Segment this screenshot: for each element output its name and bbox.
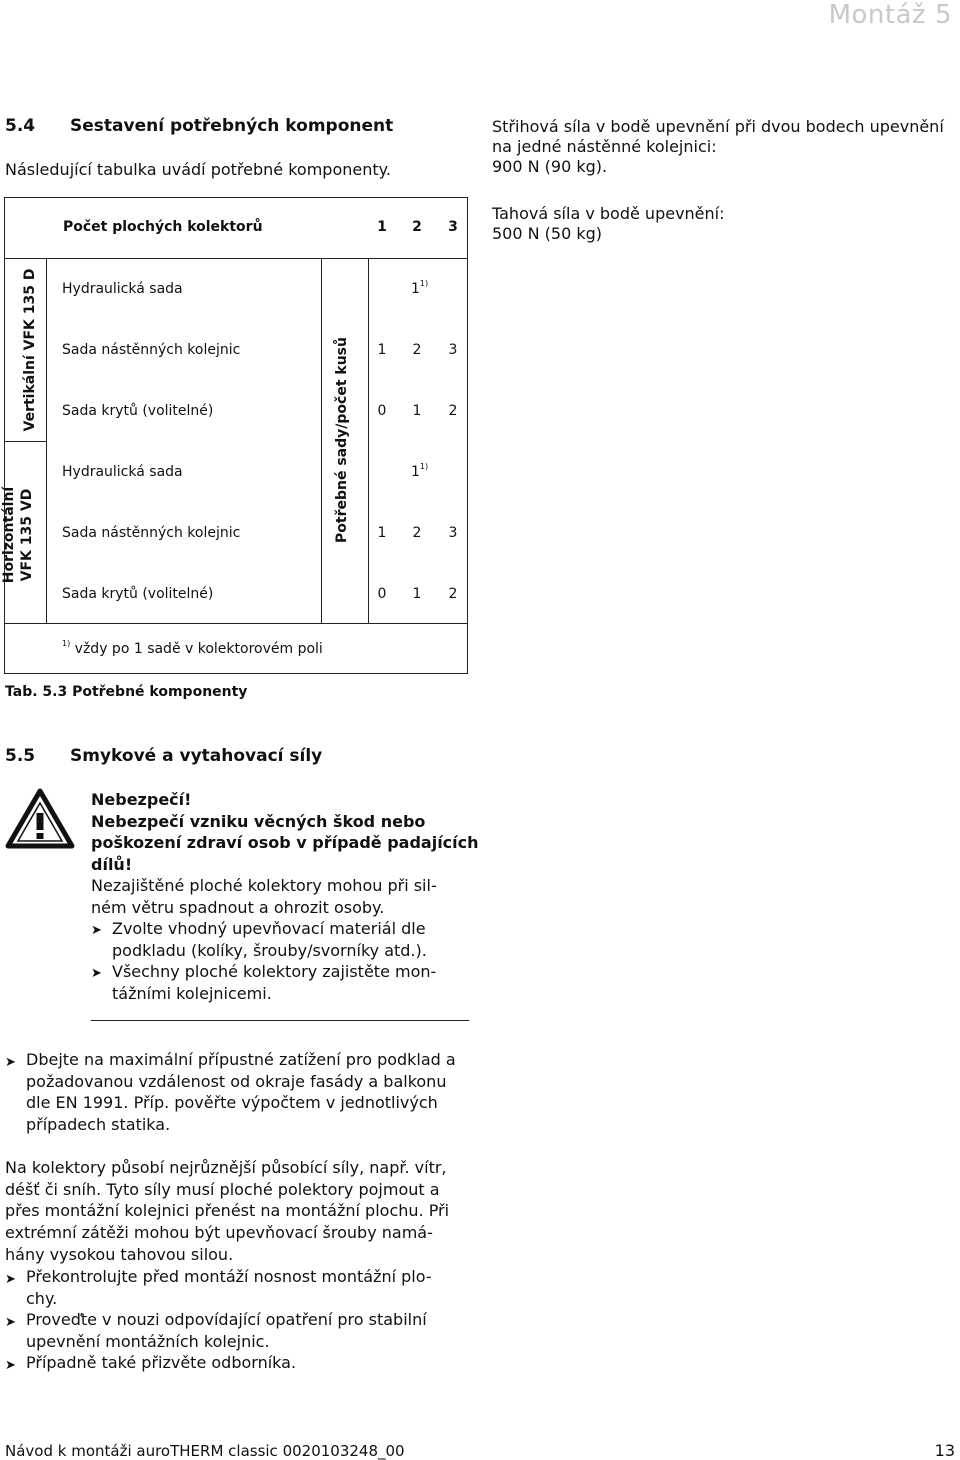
footer-text: Návod k montáži auroTHERM classic 0020103248_00	[5, 1442, 405, 1460]
table-row-name: Sada krytů (volitelné)	[62, 586, 214, 602]
bullet-line: Dbejte na maximální přípustné zatížení pro podklad a	[26, 1050, 456, 1069]
page-number: 13	[934, 1441, 955, 1460]
footnote-mark: 1)	[62, 639, 71, 648]
section-number: 5.4	[5, 116, 36, 136]
section-title: Smykové a vytahovací síly	[70, 746, 323, 766]
tension-line: Tahová síla v bodě upevnění:	[492, 204, 725, 223]
section-title: Sestavení potřebných komponent	[70, 116, 394, 136]
warning-divider	[91, 1020, 469, 1021]
header-count: 1	[377, 219, 387, 235]
bullet-check-capacity	[5, 1266, 475, 1309]
table-header-divider	[4, 258, 468, 259]
required-sets-label: Potřebné sady/počet kusů	[334, 337, 350, 543]
bullet-line: Zvolte vhodný upevňovací materiál dle	[112, 919, 426, 938]
warning-headline: poškození zdraví osob v případě padajících	[91, 833, 479, 852]
header-count: 2	[412, 219, 422, 235]
footnote-text: vždy po 1 sadě v kolektorovém poli	[74, 641, 323, 657]
table-cell: 3	[448, 342, 458, 358]
table-cell: 1	[377, 342, 387, 358]
warning-triangle-icon	[5, 788, 75, 850]
chapter-header: Montáž 5	[828, 0, 952, 30]
footnote-mark: 1)	[419, 462, 429, 471]
bullet-expert	[5, 1352, 475, 1374]
warning-bullet	[91, 961, 479, 1004]
table-cell: 0	[377, 586, 387, 602]
table-cell: 1	[412, 403, 422, 419]
group-label-horizontal-line: VFK 135 VD	[19, 488, 35, 582]
table-row-name: Sada krytů (volitelné)	[62, 403, 214, 419]
table-row-name: Hydraulická sada	[62, 281, 183, 297]
warning-block	[91, 789, 479, 1004]
forces-paragraph	[5, 1157, 475, 1266]
group-label-vertical: Vertikální VFK 135 D	[22, 268, 38, 432]
footnote-mark: 1)	[419, 279, 429, 288]
table-group-column-line	[46, 258, 47, 623]
table-required-column-line	[321, 258, 322, 623]
bullet-line: upevnění montážních kolejnic.	[26, 1331, 270, 1351]
bullet-arrow-icon: ➤	[5, 1358, 16, 1373]
bullet-max-load	[5, 1049, 475, 1136]
table-footnote	[62, 641, 323, 657]
merged-value: 1	[411, 281, 420, 297]
bullet-line: chy.	[26, 1288, 58, 1308]
group-label-horizontal	[0, 480, 40, 590]
table-cell: 1	[412, 586, 422, 602]
table-merged-value	[411, 464, 428, 480]
bullet-arrow-icon: ➤	[91, 923, 102, 938]
bullet-line: Případně také přizvěte odborníka.	[26, 1353, 297, 1372]
section-number: 5.5	[5, 746, 36, 766]
warning-headline: Nebezpečí vzniku věcných škod nebo	[91, 811, 426, 831]
paragraph-line: hány vysokou tahovou silou.	[5, 1244, 234, 1264]
table-cell: 2	[412, 525, 422, 541]
warning-text: Nezajištěné ploché kolektory mohou při sil-	[91, 876, 437, 895]
bullet-line: tážními kolejnicemi.	[112, 983, 272, 1003]
bullet-line: Všechny ploché kolektory zajistěte mon-	[112, 962, 437, 981]
bullet-arrow-icon: ➤	[91, 966, 102, 981]
bullet-line: dle EN 1991. Příp. pověřte výpočtem v jednotlivých	[26, 1093, 438, 1113]
table-border	[4, 197, 468, 674]
paragraph-line: Na kolektory působí nejrůznější působící síly, např. vítr,	[5, 1158, 447, 1177]
tension-force-text	[492, 204, 725, 244]
warning-text: ném větru spadnout a ohrozit osoby.	[91, 897, 385, 917]
table-values-column-line	[368, 258, 369, 623]
table-cell: 1	[377, 525, 387, 541]
group-label-horizontal-line: Horizontální	[1, 486, 17, 584]
merged-value: 1	[411, 464, 420, 480]
bullet-line: Proveďte v nouzi odpovídající opatření pro stabilní	[26, 1310, 427, 1329]
table-caption: Tab. 5.3 Potřebné komponenty	[5, 684, 248, 700]
table-row-name: Sada nástěnných kolejnic	[62, 525, 241, 541]
table-footnote-divider	[4, 623, 468, 624]
bullet-arrow-icon: ➤	[5, 1272, 16, 1287]
shear-force-text	[492, 117, 944, 177]
paragraph-line: extrémní zátěži mohou být upevňovací šrouby namá-	[5, 1223, 433, 1243]
bullet-line: případech statika.	[26, 1115, 171, 1135]
table-group-divider	[4, 441, 46, 442]
shear-line: na jedné nástěnné kolejnici:	[492, 137, 717, 156]
bullet-line: podkladu (kolíky, šrouby/svorníky atd.).	[112, 940, 427, 960]
table-cell: 2	[448, 586, 458, 602]
table-cell: 3	[448, 525, 458, 541]
table-cell: 0	[377, 403, 387, 419]
bullet-measures	[5, 1309, 475, 1352]
header-count: 3	[448, 219, 458, 235]
warning-title: Nebezpečí!	[91, 790, 192, 809]
table-row-name: Sada nástěnných kolejnic	[62, 342, 241, 358]
warning-headline: dílů!	[91, 854, 133, 874]
warning-bullet	[91, 918, 479, 961]
bullet-arrow-icon: ➤	[5, 1315, 16, 1330]
bullet-arrow-icon: ➤	[5, 1055, 16, 1070]
paragraph-line: přes montážní kolejnici přenést na montážní plochu. Při	[5, 1201, 450, 1221]
paragraph-line: déšť či sníh. Tyto síly musí ploché polektory pojmout a	[5, 1179, 440, 1199]
tension-line: 500 N (50 kg)	[492, 224, 603, 243]
bullet-line: Překontrolujte před montáží nosnost montážní plo-	[26, 1267, 432, 1286]
table-header-label: Počet plochých kolektorů	[63, 219, 263, 235]
table-cell: 2	[448, 403, 458, 419]
table-merged-value	[411, 281, 428, 297]
section-intro: Následující tabulka uvádí potřebné komponenty.	[5, 160, 391, 179]
bullet-line: požadovanou vzdálenost od okraje fasády a balkonu	[26, 1071, 447, 1091]
table-row-name: Hydraulická sada	[62, 464, 183, 480]
shear-line: Střihová síla v bodě upevnění při dvou bodech upevnění	[492, 117, 944, 136]
table-cell: 2	[412, 342, 422, 358]
shear-line: 900 N (90 kg).	[492, 157, 608, 176]
